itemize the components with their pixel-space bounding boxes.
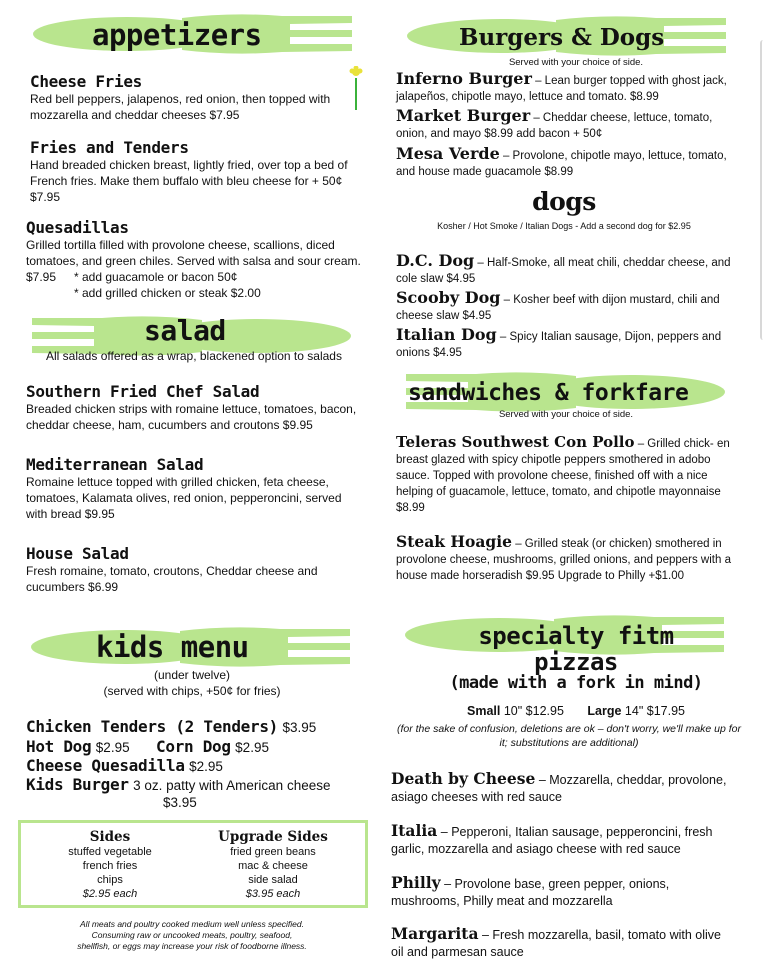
menu-item-italian-dog xyxy=(396,327,726,361)
sides-title: Sides xyxy=(89,829,131,845)
item-desc: – Grilled steak (or chicken) smothered in provolone cheese, mushrooms, grilled onions, and peppers with a house made horseradish $9.95 Upgrade to Philly +$1.00 xyxy=(396,538,731,582)
menu-item-steak-hoagie xyxy=(396,534,738,584)
item-price: $3.95 xyxy=(163,795,197,810)
appetizers-heading: appetizers xyxy=(92,18,262,52)
item-desc: – Half-Smoke, all meat chili, cheddar cheese, and cole slaw $4.95 xyxy=(396,257,731,285)
size-price: 10" $12.95 xyxy=(503,704,564,718)
menu-item-margarita xyxy=(391,925,731,961)
pizza-note: (for the sake of confusion, deletions are ok – don't worry, we'll make up for it; substitutions are additional) xyxy=(396,723,742,749)
item-name: Death by Cheese xyxy=(391,769,536,788)
kids-row xyxy=(26,775,330,795)
kids-sub: (under twelve) xyxy=(153,668,231,682)
item-name: Quesadillas xyxy=(26,218,129,237)
pizza-sizes xyxy=(384,704,768,718)
item-name: Mediterranean Salad xyxy=(26,455,204,474)
menu-item-cheese-fries xyxy=(30,72,350,123)
item-desc: Fresh romaine, tomato, croutons, Cheddar cheese and cucumbers $6.99 xyxy=(26,564,318,594)
item-desc: 3 oz. patty with American cheese xyxy=(133,778,331,793)
item-name: Philly xyxy=(391,873,441,892)
disclaimer: All meats and poultry cooked medium well unless specified. Consuming raw or uncooked meats, poultry, seafood, shellfish, or eggs may increase your risk of foodborne illness. xyxy=(77,919,307,951)
item-desc: Romaine lettuce topped with grilled chicken, feta cheese, tomatoes, Kalamata olives, red onion, pepperoncini, served with bread $9.95 xyxy=(26,475,342,521)
item-price: $2.95 xyxy=(235,740,269,755)
menu-item-italia xyxy=(391,822,736,858)
item-name: Market Burger xyxy=(396,106,531,125)
item-name: Corn Dog xyxy=(156,737,231,756)
menu-item-mediterranean-salad xyxy=(26,455,366,522)
kids-row xyxy=(26,717,316,737)
menu-item-house-salad xyxy=(26,544,356,595)
salad-note: All salads offered as a wrap, blackened option to salads xyxy=(46,349,342,363)
side-item: side salad xyxy=(248,874,298,886)
menu-item-philly xyxy=(391,874,726,910)
item-name: Teleras Southwest Con Pollo xyxy=(396,433,635,451)
size-label: Large xyxy=(587,704,622,718)
item-desc: – Spicy Italian sausage, Dijon, peppers and onions $4.95 xyxy=(396,331,722,359)
kids-row xyxy=(26,756,223,776)
item-price: $2.95 xyxy=(189,759,223,774)
upgrade-sides-title: Upgrade Sides xyxy=(218,829,328,845)
item-price: $3.95 xyxy=(282,720,317,735)
item-name: D.C. Dog xyxy=(396,251,475,270)
side-price: $2.95 each xyxy=(82,888,138,900)
side-item: french fries xyxy=(82,860,138,872)
item-price: $7.95 xyxy=(26,270,57,284)
item-desc: – Provolone base, green pepper, onions, mushrooms, Philly meat and mozzarella xyxy=(391,877,670,908)
menu-item-dc-dog xyxy=(396,253,738,287)
item-name: Cheese Quesadilla xyxy=(26,756,185,775)
item-name: Margarita xyxy=(391,924,479,943)
item-name: Italian Dog xyxy=(396,325,497,344)
burgers-note: Served with your choice of side. xyxy=(508,57,644,68)
item-desc: – Pepperoni, Italian sausage, pepperoncini, fresh garlic, mozzarella and asiago cheese with red sauce xyxy=(391,825,713,856)
item-name: Southern Fried Chef Salad xyxy=(26,382,260,401)
item-name: Mesa Verde xyxy=(396,144,500,163)
side-item: stuffed vegetable xyxy=(68,846,152,858)
pizza-heading: specialty fitm xyxy=(478,622,674,650)
item-name: Hot Dog xyxy=(26,737,92,756)
burgers-heading: Burgers & Dogs xyxy=(459,24,665,51)
kids-menu-heading: kids menu xyxy=(96,630,249,664)
menu-item-fries-and-tenders xyxy=(30,138,360,205)
item-name: Scooby Dog xyxy=(396,288,501,307)
size-price: 14" $17.95 xyxy=(624,704,685,718)
item-desc: Red bell peppers, jalapenos, red onion, then topped with mozzarella and cheddar cheeses $7.95 xyxy=(30,92,331,122)
salad-heading: salad xyxy=(144,314,226,347)
side-item: mac & cheese xyxy=(238,860,308,872)
upgrade-sides-list xyxy=(208,829,338,901)
menu-item-scooby-dog xyxy=(396,290,738,324)
dogs-note: Kosher / Hot Smoke / Italian Dogs - Add a second dog for $2.95 xyxy=(437,221,691,231)
item-desc: – Lean burger topped with ghost jack, jalapeños, chipotle mayo, lettuce and tomato. $8.99 xyxy=(396,75,727,103)
item-desc: Grilled tortilla filled with provolone cheese, scallions, diced tomatoes, and green chiles. Served with salsa and sour cream. xyxy=(26,238,361,268)
item-desc: – Grilled chick- en breast glazed with spicy chipotle peppers smothered in adobo sauce. Topped with provolone cheese, finished off with a nice helping of guacamole, lettuce, tomato, and chipotle mayonnaise $8.99 xyxy=(396,438,730,514)
menu-item-death-by-cheese xyxy=(391,770,727,806)
sandwiches-heading: sandwiches & forkfare xyxy=(408,380,689,406)
item-desc: – Fresh mozzarella, basil, tomato with olive oil and parmesan sauce xyxy=(391,928,721,959)
flower-icon xyxy=(349,66,363,117)
side-item: fried green beans xyxy=(230,846,316,858)
menu-item-teleras-southwest-con-pollo xyxy=(396,434,736,516)
item-name: House Salad xyxy=(26,544,129,563)
kids-row xyxy=(26,737,269,757)
menu-item-market-burger xyxy=(396,108,738,142)
sandwiches-note: Served with your choice of side. xyxy=(498,409,634,420)
side-price: $3.95 each xyxy=(245,888,301,900)
item-desc: – Kosher beef with dijon mustard, chili and cheese slaw $4.95 xyxy=(396,294,720,322)
menu-item-mesa-verde xyxy=(396,146,738,180)
item-desc: Breaded chicken strips with romaine lettuce, tomatoes, bacon, cheddar cheese, ham, cucumbers and croutons $9.95 xyxy=(26,402,357,432)
scrollbar[interactable] xyxy=(760,40,768,340)
kids-sub: (served with chips, +50¢ for fries) xyxy=(103,684,281,698)
item-name: Inferno Burger xyxy=(396,69,532,88)
item-desc: Hand breaded chicken breast, lightly fried, over top a bed of French fries. Make them buffalo with bleu cheese for + 50¢ $7.95 xyxy=(30,158,348,204)
size-label: Small xyxy=(467,704,501,718)
side-item: chips xyxy=(97,874,123,886)
item-price: $2.95 xyxy=(95,740,130,755)
item-desc: – Cheddar cheese, lettuce, tomato, onion, and mayo $8.99 add bacon + 50¢ xyxy=(396,112,713,140)
menu-item-inferno-burger xyxy=(396,71,738,105)
item-name: Fries and Tenders xyxy=(30,138,189,157)
pizza-subheading: (made with a fork in mind) xyxy=(449,673,703,693)
sides-list xyxy=(50,829,170,901)
menu-item-southern-fried-chef-salad xyxy=(26,382,366,433)
item-name: Cheese Fries xyxy=(30,72,142,91)
dogs-heading: dogs xyxy=(532,187,596,216)
menu-item-quesadillas xyxy=(26,218,366,301)
item-desc: – Mozzarella, cheddar, provolone, asiago cheeses with red sauce xyxy=(391,773,727,804)
item-name: Kids Burger xyxy=(26,775,129,794)
add-on: * add grilled chicken or steak $2.00 xyxy=(74,286,261,300)
item-name: Italia xyxy=(391,821,438,840)
item-name: Steak Hoagie xyxy=(396,532,513,551)
item-name: Chicken Tenders (2 Tenders) xyxy=(26,717,278,736)
add-on: * add guacamole or bacon 50¢ xyxy=(74,270,238,284)
item-desc: – Provolone, chipotle mayo, lettuce, tomato, and house made guacamole $8.99 xyxy=(396,150,727,178)
pizza-heading: pizzas xyxy=(534,648,618,676)
